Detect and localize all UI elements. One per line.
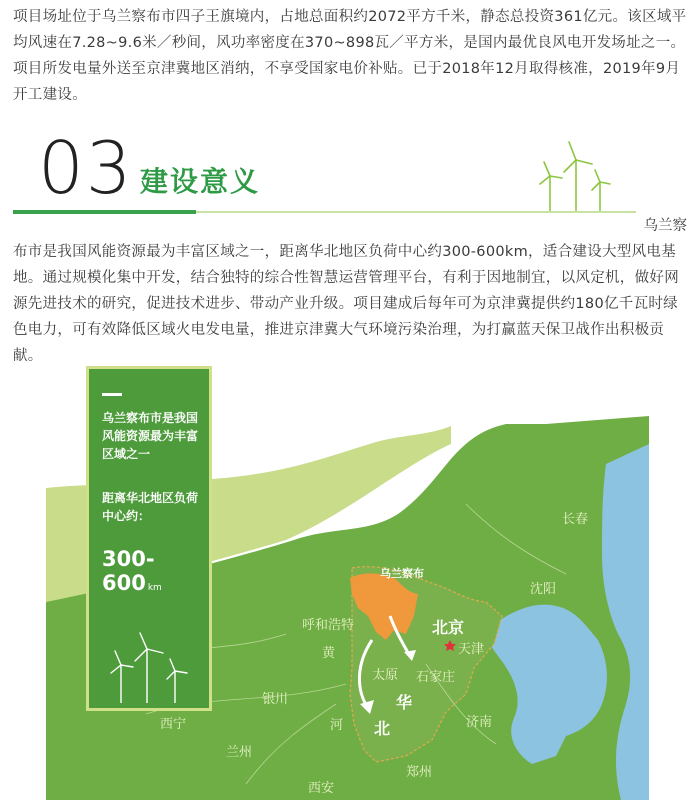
section-rule-line — [196, 211, 636, 213]
panel-dash-mark — [102, 393, 122, 396]
map-label-shijiazhuang: 石家庄 — [416, 670, 456, 685]
section-number: 03 — [38, 126, 134, 210]
section-rule-accent — [13, 210, 196, 214]
map-label-xian: 西安 — [308, 781, 335, 796]
map-label-huhehaote: 呼和浩特 — [302, 618, 355, 633]
map-label-hua: 华 — [396, 693, 413, 712]
panel-text-resource: 乌兰察布市是我国风能资源最为丰富区域之一 — [102, 411, 199, 461]
map-label-bei: 北 — [374, 719, 391, 738]
map-info-panel — [86, 366, 212, 711]
distance-unit: km — [147, 583, 162, 593]
wind-turbines-icon — [536, 140, 612, 212]
map-label-changchun: 长春 — [562, 512, 589, 527]
section-text-lead: 乌兰察 — [643, 218, 687, 234]
map-label-taiyuan: 太原 — [372, 668, 399, 683]
map-label-shenyang: 沈阳 — [530, 582, 557, 597]
panel-text-distance-label: 距离华北地区负荷中心约： — [102, 491, 199, 523]
map-label-lanzhou: 兰州 — [226, 745, 253, 760]
map-label-xining: 西宁 — [160, 717, 187, 732]
intro-paragraph: 项目场址位于乌兰察布市四子王旗境内，占地总面积约2072平方千米，静态总投资361亿元。该区域平均风速在7.28~9.6米／秒间，风功率密度在370~898瓦／平方米，是国内最优良风电开发场址之一。项目所发电量外送至京津冀地区消纳，不享受国家电价补贴。已于2018年12月取得核准，2019年9月开工建设。 — [13, 9, 687, 103]
map-label-wulanchabu: 乌兰察布 — [380, 567, 424, 580]
map-label-zhengzhou: 郑州 — [406, 765, 433, 780]
map-label-tianjin: 天津 — [458, 642, 485, 657]
map-label-yinchuan: 银川 — [262, 692, 289, 707]
map-label-he: 河 — [330, 718, 344, 733]
distance-number: 300-600 — [102, 547, 155, 595]
map-label-jinan: 济南 — [466, 715, 493, 730]
section-title: 建设意义 — [140, 165, 261, 198]
map-label-beijing: 北京 — [432, 618, 465, 637]
map-label-huang: 黄 — [322, 646, 336, 661]
panel-distance-value — [102, 547, 209, 595]
section-paragraph: 布市是我国风能资源最为丰富区域之一，距离华北地区负荷中心约300-600km，适合建设大型风电基地。通过规模化集中开发，结合独特的综合性智慧运营管理平台，有利于因地制宜，以风定机，做好网源先进技术的研究，促进技术进步、带动产业升级。项目建成后每年可为京津冀提供约180亿千瓦时绿色电力，可有效降低区域火电发电量，推进京津冀大气环境污染治理，为打赢蓝天保卫战作出积极贡献。 — [13, 244, 679, 364]
wind-turbines-icon — [105, 631, 195, 703]
